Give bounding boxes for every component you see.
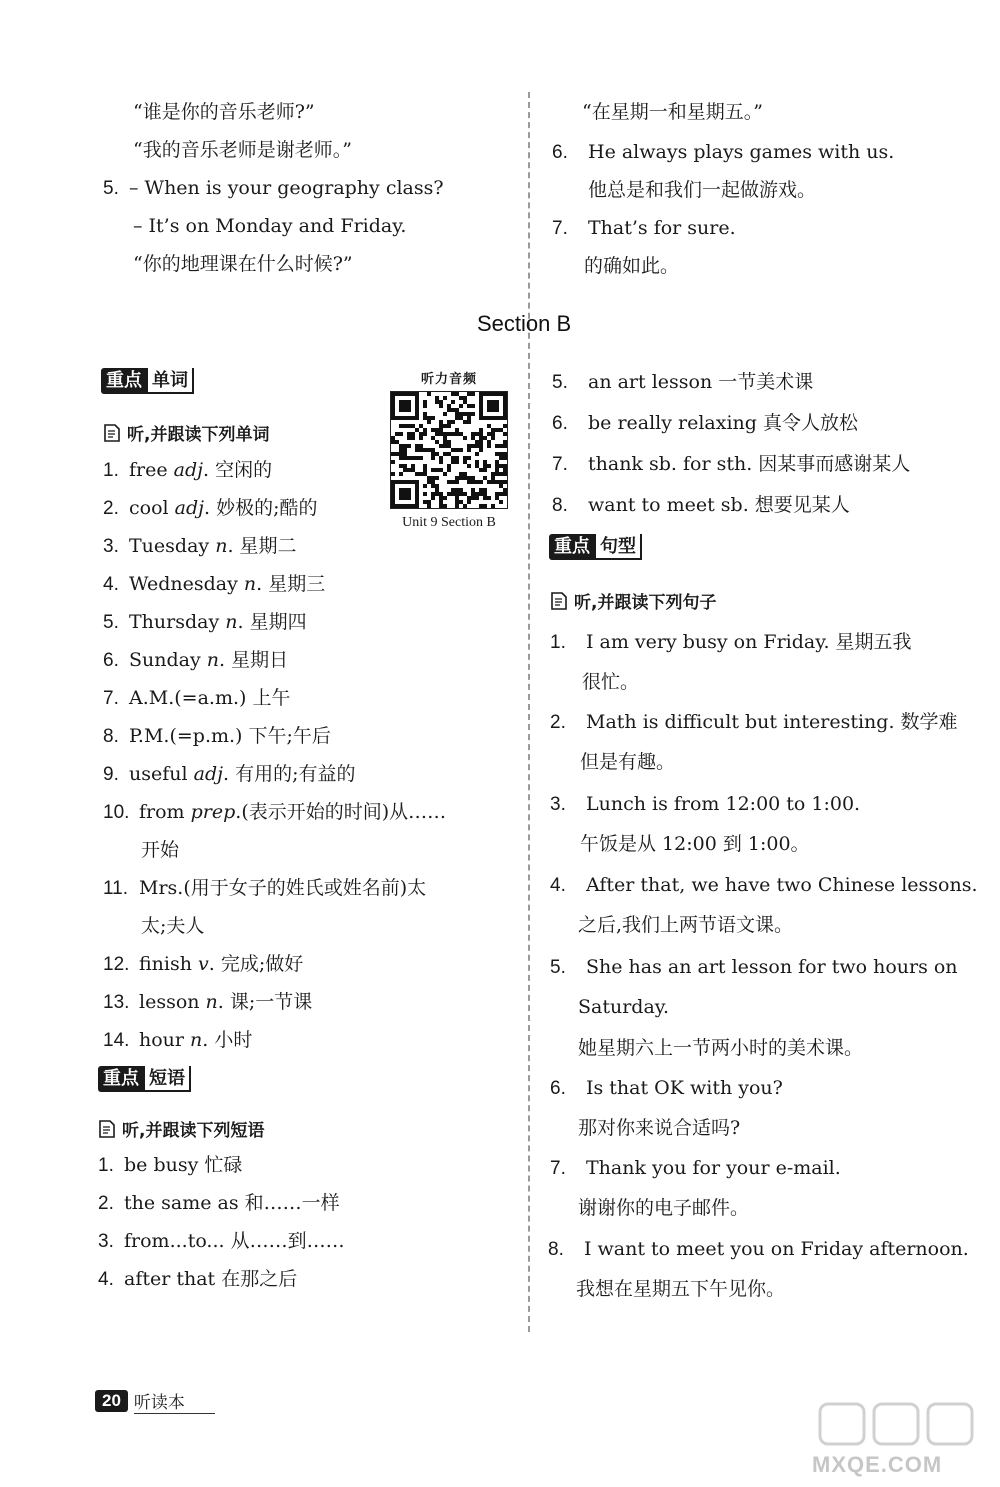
- tag-label: 短语: [145, 1066, 191, 1092]
- item-number: 4.: [103, 574, 119, 595]
- sentence-en: Thank you for your e-mail.: [586, 1157, 841, 1179]
- item-number: 2.: [550, 712, 566, 733]
- item-number: 1.: [550, 632, 566, 653]
- sentence-en-cont: Saturday.: [578, 996, 670, 1018]
- item-number: 6.: [552, 142, 568, 163]
- vocab-meaning: . 妙极的;酷的: [204, 497, 318, 519]
- phrases-instruction: [98, 1116, 264, 1141]
- sentence-en: Lunch is from 12:00 to 1:00.: [586, 793, 861, 815]
- watermark-text: MXQE.COM: [812, 1452, 943, 1477]
- item-number: 2.: [103, 498, 119, 519]
- vocab-item: [103, 686, 291, 711]
- vocab-word: from: [139, 801, 185, 823]
- phrase-text: after that 在那之后: [124, 1268, 298, 1290]
- vocab-pos: adj: [174, 497, 205, 519]
- sentence-en: She has an art lesson for two hours on: [586, 956, 958, 978]
- book-label: 听读本: [134, 1388, 215, 1414]
- tag-label: 句型: [596, 534, 642, 560]
- vocab-item: [103, 1028, 252, 1053]
- vocab-meaning: . 星期日: [219, 649, 289, 671]
- vocab-pos: n: [206, 649, 220, 671]
- phrase-text: an art lesson 一节美术课: [588, 371, 814, 393]
- vocab-pos: adj: [193, 763, 224, 785]
- vocab-item: [103, 952, 303, 977]
- vocab-pos: n: [190, 1029, 203, 1051]
- vocab-item: [103, 496, 318, 521]
- phrase-text: the same as 和……一样: [124, 1192, 340, 1214]
- vocab-meaning: . 星期四: [237, 611, 307, 633]
- vocab-meaning: . 有用的;有益的: [223, 763, 356, 785]
- vocab-item: [103, 724, 331, 749]
- instruction-text: 听,并跟读下列单词: [127, 425, 270, 445]
- vocab-heading-tag: [101, 368, 194, 394]
- vocab-pos: n: [225, 611, 238, 633]
- vocab-meaning-cont: 开始: [141, 839, 180, 861]
- vocab-item: [103, 762, 356, 787]
- item-number: 2.: [98, 1193, 114, 1214]
- vocab-word: P.M.(=p.m.): [129, 725, 243, 747]
- sentence-2: [550, 710, 958, 735]
- sentence-1: [550, 630, 912, 655]
- sentence-8: [548, 1237, 969, 1262]
- sentence-cn: 谢谢你的电子邮件。: [578, 1197, 750, 1219]
- vocab-meaning: .(表示开始的时间)从……: [235, 801, 447, 823]
- phrase-item: [552, 452, 910, 477]
- item-number: 7.: [550, 1158, 566, 1179]
- item-number: 4.: [98, 1269, 114, 1290]
- qr-code-image: [391, 392, 507, 508]
- vocab-meaning: . 星期三: [256, 573, 326, 595]
- qr-title: 听力音频: [420, 372, 477, 387]
- dialog-line-en: That’s for sure.: [588, 217, 736, 239]
- item-number: 12.: [103, 954, 130, 975]
- phrase-item: [98, 1191, 340, 1216]
- watermark-logo: [812, 1398, 982, 1478]
- vocab-instruction: [103, 420, 269, 445]
- vocab-word: A.M.(=a.m.): [129, 687, 247, 709]
- dialog-line-cn: “谁是你的音乐老师?”: [133, 101, 315, 123]
- vocab-meaning: . 课;一节课: [217, 991, 313, 1013]
- book-listen-icon: [103, 423, 121, 443]
- vocab-word: Sunday: [129, 649, 201, 671]
- phrase-item: [552, 411, 858, 436]
- sentence-cn: 之后,我们上两节语文课。: [578, 914, 794, 936]
- vocab-item: [103, 534, 297, 559]
- tag-label: 单词: [148, 368, 194, 394]
- vocab-meaning-cont: 太;夫人: [141, 915, 205, 937]
- vocab-item-10: [103, 800, 446, 825]
- vocab-word: Wednesday: [129, 573, 238, 595]
- vocab-item: [103, 990, 312, 1015]
- item-number: 11.: [103, 878, 129, 899]
- item-number: 9.: [103, 764, 119, 785]
- book-listen-icon: [98, 1119, 116, 1139]
- sentence-en: I am very busy on Friday. 星期五我: [586, 631, 912, 653]
- vocab-pos: adj: [173, 459, 204, 481]
- vocab-pos: n: [243, 573, 257, 595]
- watermark-emblem-icon: [812, 1398, 982, 1448]
- phrase-item: [98, 1267, 297, 1292]
- dialog-item-5: [103, 176, 444, 201]
- phrase-item: [552, 370, 813, 395]
- item-number: 8.: [103, 726, 119, 747]
- vocab-item: [103, 648, 288, 673]
- tag-highlight: 重点: [98, 1066, 145, 1092]
- vocab-word: Tuesday: [129, 535, 210, 557]
- vocab-word: lesson: [139, 991, 200, 1013]
- sentence-3: [550, 792, 860, 817]
- sentences-heading-tag: [549, 534, 642, 560]
- item-number: 5.: [552, 372, 568, 393]
- vocab-meaning: (用于女子的姓氏或姓名前)太: [183, 877, 427, 899]
- vocab-word: Mrs.: [139, 877, 184, 899]
- book-listen-icon: [550, 591, 568, 611]
- sentence-en: Math is difficult but interesting. 数学难: [586, 711, 958, 733]
- item-number: 7.: [103, 688, 119, 709]
- item-number: 4.: [550, 875, 566, 896]
- dialog-line-cn: “你的地理课在什么时候?”: [133, 253, 353, 275]
- vocab-meaning: . 空闲的: [203, 459, 273, 481]
- qr-audio-block: [384, 368, 514, 531]
- phrases-heading-tag: [98, 1066, 191, 1092]
- instruction-text: 听,并跟读下列句子: [574, 593, 717, 613]
- item-number: 3.: [550, 794, 566, 815]
- dialog-line-en: – When is your geography class?: [129, 177, 444, 199]
- phrase-text: be busy 忙碌: [124, 1154, 243, 1176]
- dialog-line-cn: 的确如此。: [584, 255, 680, 277]
- vocab-word: Thursday: [129, 611, 220, 633]
- tag-highlight: 重点: [101, 368, 148, 394]
- dialog-item-7: [552, 216, 736, 241]
- vocab-pos: n: [205, 991, 218, 1013]
- sentence-cn: 但是有趣。: [580, 751, 676, 773]
- qr-caption: Unit 9 Section B: [402, 515, 496, 530]
- vocab-word: finish: [139, 953, 192, 975]
- instruction-text: 听,并跟读下列短语: [122, 1121, 265, 1141]
- item-number: 3.: [98, 1231, 114, 1252]
- vocab-meaning: . 星期二: [227, 535, 297, 557]
- item-number: 10.: [103, 802, 130, 823]
- sentence-cn: 那对你来说合适吗?: [578, 1117, 741, 1139]
- vocab-word: free: [129, 459, 168, 481]
- item-number: 13.: [103, 992, 130, 1013]
- item-number: 5.: [103, 178, 119, 199]
- sentence-4: [550, 873, 978, 898]
- phrase-text: from...to... 从……到……: [124, 1230, 345, 1252]
- vocab-meaning: 上午: [252, 687, 291, 709]
- phrase-item: [98, 1229, 345, 1254]
- sentence-5: [550, 955, 958, 980]
- sentence-cn: 她星期六上一节两小时的美术课。: [578, 1037, 864, 1059]
- page-footer: [95, 1388, 215, 1414]
- vocab-item: [103, 572, 325, 597]
- item-number: 8.: [548, 1239, 564, 1260]
- dialog-item-6: [552, 140, 894, 165]
- qr-code[interactable]: [390, 391, 508, 509]
- sentence-en: After that, we have two Chinese lessons.: [586, 874, 978, 896]
- vocab-pos: v: [198, 953, 209, 975]
- phrase-text: thank sb. for sth. 因某事而感谢某人: [588, 453, 911, 475]
- item-number: 6.: [552, 413, 568, 434]
- phrase-item: [552, 493, 850, 518]
- vocab-word: useful: [129, 763, 188, 785]
- dialog-line-en: He always plays games with us.: [588, 141, 895, 163]
- vocab-item: [103, 610, 307, 635]
- sentence-cn: 很忙。: [582, 671, 640, 693]
- column-divider: [528, 92, 530, 1332]
- sentence-6: [550, 1076, 783, 1101]
- sentence-cn: 午饭是从 12:00 到 1:00。: [580, 833, 810, 855]
- sentences-instruction: [550, 588, 716, 613]
- item-number: 7.: [552, 218, 568, 239]
- sentence-en: I want to meet you on Friday afternoon.: [584, 1238, 969, 1260]
- vocab-item-11: [103, 876, 426, 901]
- item-number: 5.: [550, 957, 566, 978]
- vocab-pos: prep: [190, 801, 236, 823]
- vocab-item: [103, 458, 272, 483]
- section-title: Section B: [477, 311, 572, 336]
- item-number: 1.: [98, 1155, 114, 1176]
- dialog-line-cn: “我的音乐老师是谢老师。”: [133, 139, 352, 161]
- dialog-line-cn: “在星期一和星期五。”: [582, 101, 763, 123]
- phrase-text: be really relaxing 真令人放松: [588, 412, 858, 434]
- vocab-meaning: 下午;午后: [248, 725, 331, 747]
- sentence-en: Is that OK with you?: [586, 1077, 783, 1099]
- item-number: 6.: [103, 650, 119, 671]
- phrase-item: [98, 1153, 242, 1178]
- phrase-text: want to meet sb. 想要见某人: [588, 494, 850, 516]
- vocab-meaning: . 小时: [202, 1029, 253, 1051]
- item-number: 6.: [550, 1078, 566, 1099]
- sentence-7: [550, 1156, 841, 1181]
- item-number: 3.: [103, 536, 119, 557]
- tag-highlight: 重点: [549, 534, 596, 560]
- dialog-line-cn: 他总是和我们一起做游戏。: [588, 179, 817, 201]
- item-number: 8.: [552, 495, 568, 516]
- vocab-pos: n: [215, 535, 228, 557]
- page-number: 20: [95, 1390, 128, 1412]
- vocab-meaning: . 完成;做好: [208, 953, 304, 975]
- item-number: 14.: [103, 1030, 130, 1051]
- vocab-word: hour: [139, 1029, 184, 1051]
- dialog-line-en: – It’s on Monday and Friday.: [133, 215, 407, 237]
- vocab-word: cool: [129, 497, 169, 519]
- item-number: 7.: [552, 454, 568, 475]
- item-number: 5.: [103, 612, 119, 633]
- sentence-cn: 我想在星期五下午见你。: [576, 1278, 786, 1300]
- item-number: 1.: [103, 460, 119, 481]
